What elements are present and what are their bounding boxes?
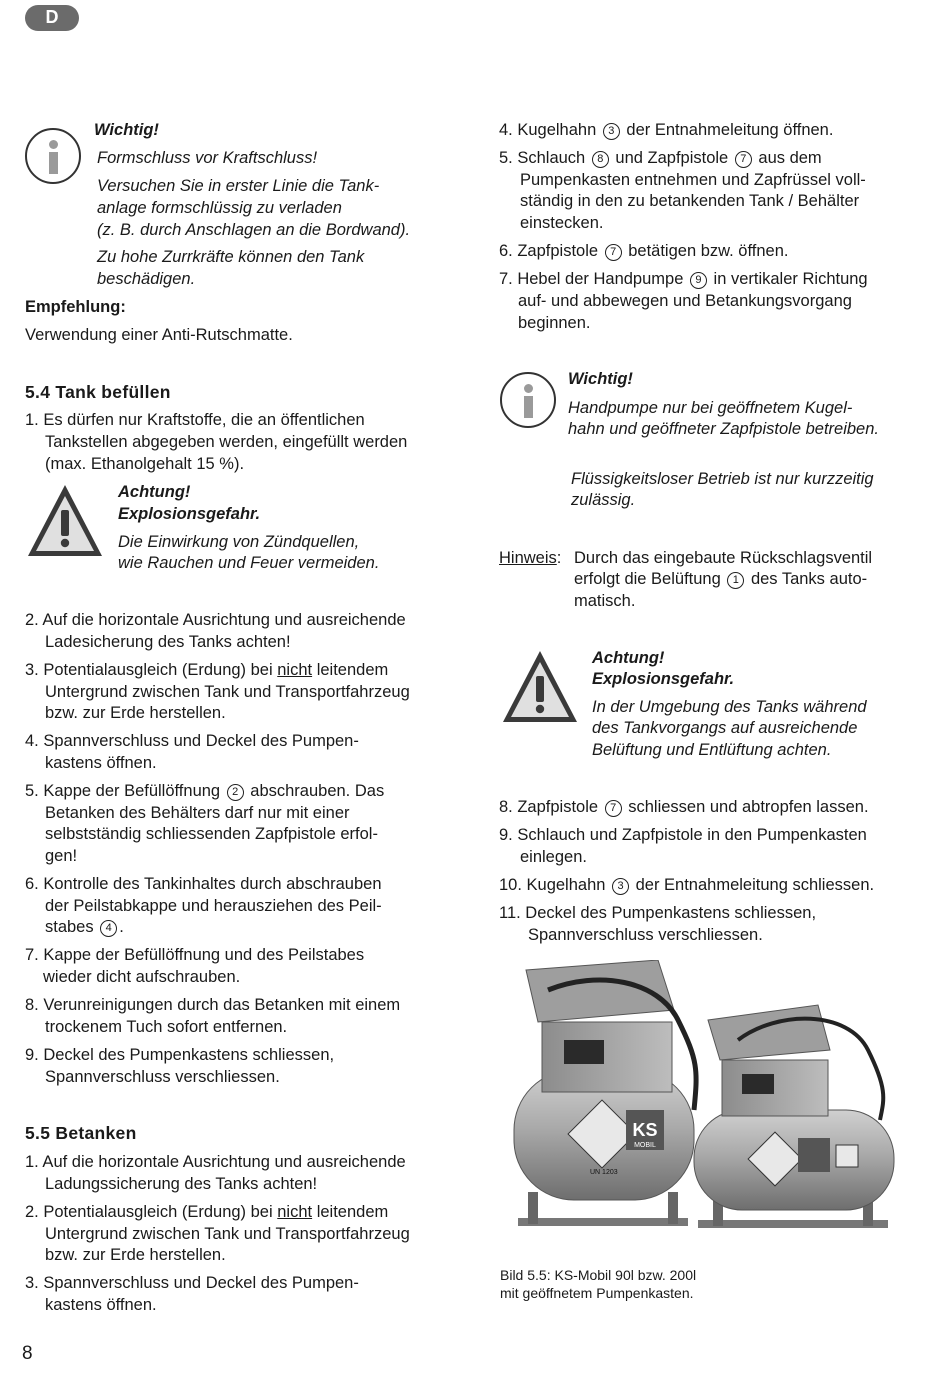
hint-text: matisch. <box>574 592 636 610</box>
list-item: (max. Ethanolgehalt 15 %). <box>45 455 245 473</box>
list-item: Untergrund zwischen Tank und Transportfahrzeug <box>45 1225 410 1243</box>
list-item: bzw. zur Erde herstellen. <box>45 704 226 722</box>
callout-number: 1 <box>727 572 744 589</box>
section-heading: 5.4 Tank befüllen <box>25 382 171 402</box>
recommendation-text: Verwendung einer Anti-Rutschmatte. <box>25 326 293 344</box>
list-item: 5. Kappe der Befüllöffnung 2 abschrauben. Das <box>25 782 385 800</box>
warning-title: Achtung! <box>592 649 665 667</box>
list-item: der Peilstabkappe und herausziehen des Peil- <box>45 897 382 915</box>
list-item: kastens öffnen. <box>45 754 157 772</box>
list-item: ständig in den zu betankenden Tank / Behälter <box>520 192 860 210</box>
list-item: Untergrund zwischen Tank und Transportfahrzeug <box>45 683 410 701</box>
list-item: 8. Verunreinigungen durch das Betanken mit einem <box>25 996 401 1014</box>
list-item: 6. Zapfpistole 7 betätigen bzw. öffnen. <box>499 242 789 260</box>
list-item: stabes 4 . <box>45 918 124 936</box>
callout-number: 7 <box>605 244 622 261</box>
hint-text: Durch das eingebaute Rückschlagsventil <box>574 549 873 567</box>
note-text: Zu hohe Zurrkräfte können den Tank <box>97 248 365 266</box>
figure-caption: mit geöffnetem Pumpenkasten. <box>500 1285 694 1301</box>
list-item: einlegen. <box>520 848 587 866</box>
list-item: 6. Kontrolle des Tankinhaltes durch abschrauben <box>25 875 382 893</box>
warning-text: des Tankvorgangs auf ausreichende <box>592 719 858 737</box>
note-title: Wichtig! <box>568 370 633 388</box>
list-item: einstecken. <box>520 214 604 232</box>
warning-triangle-icon <box>500 648 580 726</box>
list-item: 2. Potentialausgleich (Erdung) bei nicht leitendem <box>25 1203 389 1221</box>
warning-text: wie Rauchen und Feuer vermeiden. <box>118 554 380 572</box>
list-item: 9. Schlauch und Zapfpistole in den Pumpenkasten <box>499 826 867 844</box>
list-item: 7. Hebel der Handpumpe 9 in vertikaler Richtung <box>499 270 868 288</box>
figure-caption: Bild 5.5: KS-Mobil 90l bzw. 200l <box>500 1267 697 1283</box>
list-item: Spannverschluss verschliessen. <box>528 926 763 944</box>
warning-title: Explosionsgefahr. <box>118 505 261 523</box>
warning-title: Explosionsgefahr. <box>592 670 735 688</box>
list-item: 3. Potentialausgleich (Erdung) bei nicht leitendem <box>25 661 389 679</box>
recommendation-label: Empfehlung: <box>25 298 126 316</box>
note-text: zulässig. <box>571 491 636 509</box>
note-title: Wichtig! <box>94 121 159 139</box>
list-item: kastens öffnen. <box>45 1296 157 1314</box>
list-item: 1. Es dürfen nur Kraftstoffe, die an öffentlichen <box>25 411 365 429</box>
hint-label: Hinweis: <box>499 549 562 567</box>
callout-number: 7 <box>735 151 752 168</box>
list-item: Ladungssicherung des Tanks achten! <box>45 1175 318 1193</box>
page-number: 8 <box>22 1343 33 1364</box>
warning-triangle-icon <box>25 482 105 560</box>
list-item: auf- und abbewegen und Betankungsvorgang <box>518 292 852 310</box>
logo-text-ks: KS <box>632 1120 658 1140</box>
product-photo <box>508 960 918 1250</box>
list-item: 10. Kugelhahn 3 der Entnahmeleitung schliessen. <box>499 876 875 894</box>
note-text: Versuchen Sie in erster Linie die Tank- <box>97 177 380 195</box>
list-item: 5. Schlauch 8 und Zapfpistole 7 aus dem <box>499 149 822 167</box>
callout-number: 4 <box>100 920 117 937</box>
list-item: beginnen. <box>518 314 591 332</box>
list-item: 2. Auf die horizontale Ausrichtung und ausreichende <box>25 611 406 629</box>
info-icon <box>500 372 556 428</box>
section-heading: 5.5 Betanken <box>25 1123 137 1143</box>
note-text: beschädigen. <box>97 270 196 288</box>
note-text: hahn und geöffneter Zapfpistole betreiben. <box>568 420 879 438</box>
list-item: Pumpenkasten entnehmen und Zapfrüssel voll- <box>520 171 866 189</box>
list-item: Tankstellen abgegeben werden, eingefüllt werden <box>45 433 408 451</box>
callout-number: 9 <box>690 272 707 289</box>
note-text: Formschluss vor Kraftschluss! <box>97 149 318 167</box>
list-item: Betanken des Behälters darf nur mit einer <box>45 804 350 822</box>
warning-text: Belüftung und Entlüftung achten. <box>592 741 832 759</box>
list-item: gen! <box>45 847 78 865</box>
warning-text: Die Einwirkung von Zündquellen, <box>118 533 360 551</box>
callout-number: 7 <box>605 800 622 817</box>
note-text: (z. B. durch Anschlagen an die Bordwand). <box>97 221 411 239</box>
list-item: trockenem Tuch sofort entfernen. <box>45 1018 288 1036</box>
list-item: bzw. zur Erde herstellen. <box>45 1246 226 1264</box>
note-text: Flüssigkeitsloser Betrieb ist nur kurzzeitig <box>571 470 874 488</box>
list-item: wieder dicht aufschrauben. <box>43 968 241 986</box>
callout-number: 3 <box>612 878 629 895</box>
list-item: selbstständig schliessenden Zapfpistole erfol- <box>45 825 378 843</box>
note-text: anlage formschlüssig zu verladen <box>97 199 342 217</box>
hint-text: erfolgt die Belüftung 1 des Tanks auto- <box>574 570 868 588</box>
callout-number: 3 <box>603 123 620 140</box>
logo-text-mobil: MOBIL <box>634 1142 656 1149</box>
list-item: 7. Kappe der Befüllöffnung und des Peilstabes <box>25 946 365 964</box>
un-label: UN 1203 <box>590 1169 618 1176</box>
list-item: 8. Zapfpistole 7 schliessen und abtropfen lassen. <box>499 798 869 816</box>
language-badge: D <box>25 5 79 31</box>
callout-number: 8 <box>592 151 609 168</box>
note-text: Handpumpe nur bei geöffnetem Kugel- <box>568 399 853 417</box>
list-item: 9. Deckel des Pumpenkastens schliessen, <box>25 1046 335 1064</box>
list-item: 11. Deckel des Pumpenkastens schliessen, <box>499 904 817 922</box>
list-item: 1. Auf die horizontale Ausrichtung und ausreichende <box>25 1153 406 1171</box>
warning-title: Achtung! <box>118 483 191 501</box>
warning-text: In der Umgebung des Tanks während <box>592 698 867 716</box>
list-item: 4. Spannverschluss und Deckel des Pumpen- <box>25 732 359 750</box>
list-item: 3. Spannverschluss und Deckel des Pumpen- <box>25 1274 359 1292</box>
list-item: 4. Kugelhahn 3 der Entnahmeleitung öffnen. <box>499 121 834 139</box>
info-icon <box>25 128 81 184</box>
list-item: Spannverschluss verschliessen. <box>45 1068 280 1086</box>
callout-number: 2 <box>227 784 244 801</box>
list-item: Ladesicherung des Tanks achten! <box>45 633 291 651</box>
